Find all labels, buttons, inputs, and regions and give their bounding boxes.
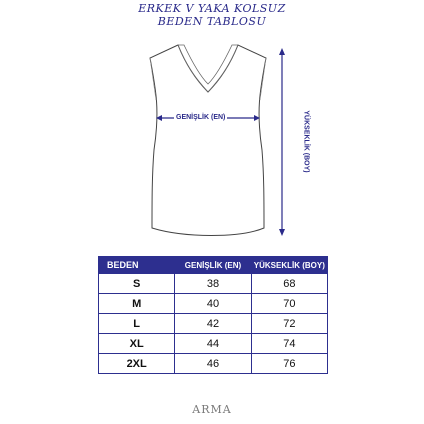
height-cell: 68 [251, 274, 327, 294]
width-cell: 42 [175, 314, 251, 334]
height-cell: 74 [251, 334, 327, 354]
height-cell: 76 [251, 354, 327, 374]
height-cell: 70 [251, 294, 327, 314]
width-cell: 40 [175, 294, 251, 314]
size-table [98, 256, 328, 374]
size-cell: L [99, 314, 175, 334]
brand-logo: ARMA [192, 403, 232, 416]
width-cell: 44 [175, 334, 251, 354]
height-label: YÜKSEKLİK (BOY) [302, 110, 310, 173]
table-row [99, 314, 328, 334]
header-width: GENİŞLİK (EN) [175, 257, 251, 274]
height-cell: 72 [251, 314, 327, 334]
table-row [99, 334, 328, 354]
header-height: YÜKSEKLİK (BOY) [251, 257, 327, 274]
chart-title-line2: BEDEN TABLOSU [157, 15, 267, 28]
garment-shoulder-seam-left [150, 58, 156, 100]
height-arrow-top-head [279, 48, 285, 55]
table-row [99, 294, 328, 314]
width-cell: 46 [175, 354, 251, 374]
width-label: GENİŞLİK (EN) [176, 114, 226, 121]
size-table-header [99, 257, 328, 274]
table-row [99, 274, 328, 294]
table-row [99, 354, 328, 374]
width-cell: 38 [175, 274, 251, 294]
height-arrow-bottom-head [279, 229, 285, 236]
size-cell: XL [99, 334, 175, 354]
size-cell: S [99, 274, 175, 294]
size-cell: M [99, 294, 175, 314]
chart-title-line1: ERKEK V YAKA KOLSUZ [138, 2, 286, 15]
garment-collar [178, 45, 238, 92]
size-cell: 2XL [99, 354, 175, 374]
garment-shoulder-seam-right [260, 58, 266, 100]
garment-outline [150, 45, 266, 236]
header-size: BEDEN [99, 257, 175, 274]
